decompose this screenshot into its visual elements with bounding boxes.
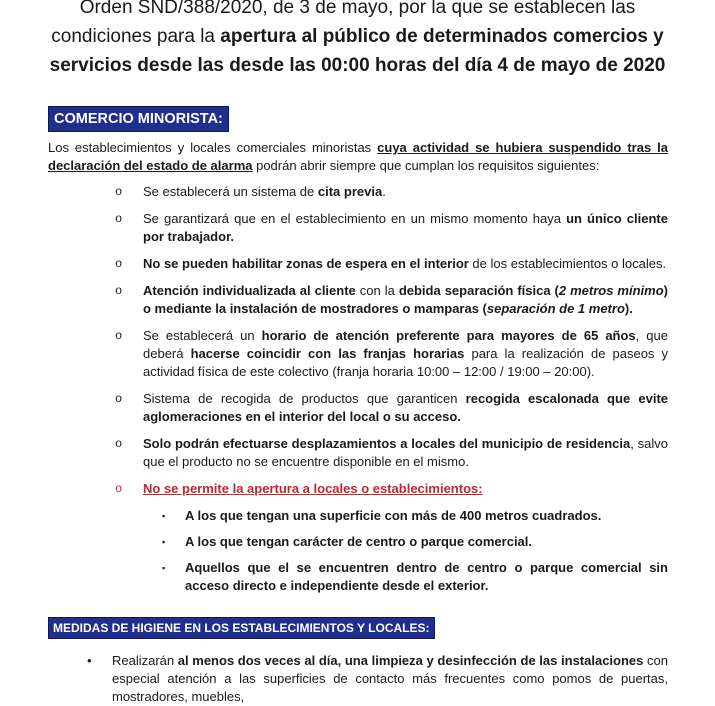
title-line-1: Orden SND/388/2020, de 3 de mayo, por la que se establecen las xyxy=(79,0,636,18)
list-item-text: No se permite la apertura a locales o establecimientos: xyxy=(143,481,483,496)
square-bullet-marker: ▪ xyxy=(162,511,166,521)
list-item-text: Sistema de recogida de productos que garanticen recogida escalonada que evite aglomeraciones en el interior del local o su acceso. xyxy=(143,391,668,424)
sub-list-row xyxy=(48,507,668,603)
list-item-text: Se establecerá un horario de atención preferente para mayores de 65 años, que deberá hacerse coincidir con las franjas horarias para la realización de paseos y actividad física de este colectivo (franja horaria 10:00 – 12:00 / 19:00 – 20:00). xyxy=(143,328,668,379)
circle-bullet-marker: o xyxy=(115,482,123,496)
square-bullet-marker: ▪ xyxy=(162,563,166,573)
list-item xyxy=(48,327,668,381)
list-item-text: Se establecerá un sistema de cita previa. xyxy=(143,184,386,199)
circle-bullet-marker: o xyxy=(115,212,123,226)
document-body xyxy=(0,139,715,603)
hygiene-body xyxy=(0,652,715,706)
circle-bullet-marker: o xyxy=(115,185,123,199)
list-item xyxy=(48,435,668,471)
sub-list-item-text: Aquellos que el se encuentren dentro de centro o parque comercial sin acceso directo e independiente desde el exterior. xyxy=(185,560,668,593)
sub-list-item-text: A los que tengan una superficie con más de 400 metros cuadrados. xyxy=(185,508,602,523)
document-title xyxy=(0,0,715,80)
list-item-text: No se pueden habilitar zonas de espera en el interior de los establecimientos o locales. xyxy=(143,256,667,271)
list-item-text: Solo podrán efectuarse desplazamientos a locales del municipio de residencia, salvo que el producto no se encuentre disponible en el mismo. xyxy=(143,436,668,469)
hygiene-list xyxy=(48,652,668,706)
list-item xyxy=(48,183,668,201)
section-heading-medidas-higiene: MEDIDAS DE HIGIENE EN LOS ESTABLECIMIENTOS Y LOCALES: xyxy=(48,617,435,639)
list-item-text: Atención individualizada al cliente con la debida separación física (2 metros mínimo) o mediante la instalación de mostradores o mamparas (separación de 1 metro). xyxy=(143,283,668,316)
disc-bullet-marker: • xyxy=(87,653,92,668)
list-item xyxy=(48,255,668,273)
list-item-text: Se garantizará que en el establecimiento en un mismo momento haya un único cliente por trabajador. xyxy=(143,211,668,244)
list-item-text: Realizarán al menos dos veces al día, una limpieza y desinfección de las instalaciones con especial atención a las superficies de contacto más frecuentes como pomos de puertas, mostradores, muebles, xyxy=(112,653,668,704)
list-item xyxy=(48,652,668,706)
prohibition-sublist xyxy=(48,507,668,603)
square-bullet-marker: ▪ xyxy=(162,537,166,547)
list-item xyxy=(48,282,668,318)
sub-list-item xyxy=(115,533,668,551)
sub-list-item xyxy=(115,559,668,595)
circle-bullet-marker: o xyxy=(115,437,123,451)
circle-bullet-marker: o xyxy=(115,257,123,271)
sub-list-item xyxy=(115,507,668,525)
title-line-2: condiciones para la apertura al público de determinados comercios y xyxy=(51,26,664,47)
list-item xyxy=(48,210,668,246)
requirements-list xyxy=(48,183,668,603)
circle-bullet-marker: o xyxy=(115,284,123,298)
list-item-prohibition xyxy=(48,480,668,498)
title-line-3: servicios desde las desde las 00:00 horas del día 4 de mayo de 2020 xyxy=(49,55,666,76)
list-item xyxy=(48,390,668,426)
circle-bullet-marker: o xyxy=(115,329,123,343)
section-heading-comercio-minorista: COMERCIO MINORISTA: xyxy=(48,106,229,132)
intro-paragraph: Los establecimientos y locales comerciales minoristas cuya actividad se hubiera suspendido tras la declaración del estado de alarma podrán abrir siempre que cumplan los requisitos siguientes: xyxy=(48,140,668,173)
sub-list-item-text: A los que tengan carácter de centro o parque comercial. xyxy=(185,534,533,549)
circle-bullet-marker: o xyxy=(115,392,123,406)
